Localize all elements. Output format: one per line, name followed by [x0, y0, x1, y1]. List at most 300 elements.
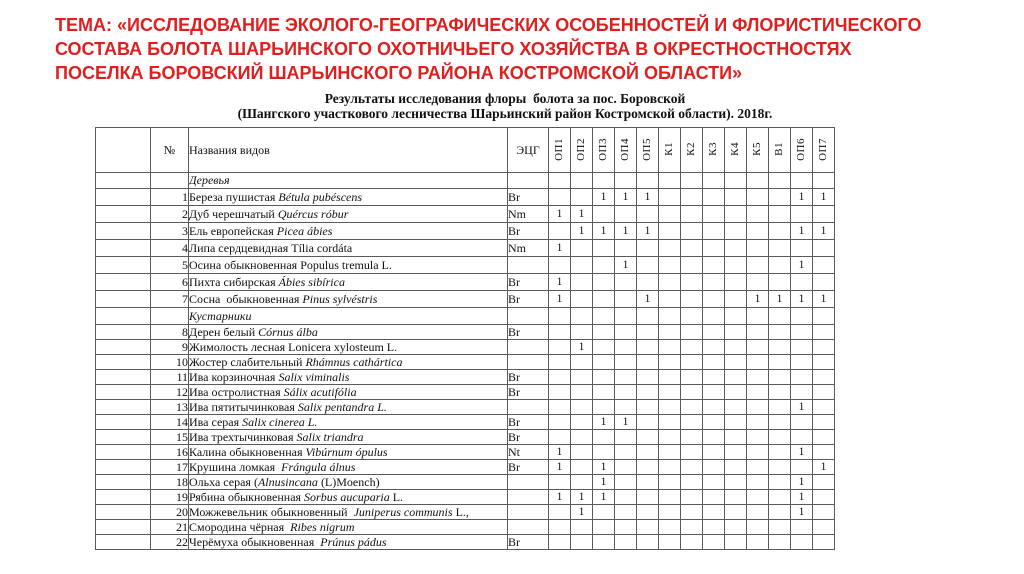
mark-cell-К2: [681, 385, 703, 400]
mark-cell-К5: [747, 445, 769, 460]
mark-cell-ОП5: [637, 535, 659, 550]
mark-cell-ОП7: 1: [813, 223, 835, 240]
row-number-cell: 8: [151, 325, 189, 340]
mark-cell-К5: [747, 340, 769, 355]
mark-cell-К3: [703, 490, 725, 505]
mark-cell-К4: [725, 490, 747, 505]
ecg-cell: Nm: [508, 206, 549, 223]
mark-cell-ОП7: [813, 445, 835, 460]
mark-cell-ОП4: [615, 274, 637, 291]
species-name-cell: [189, 340, 508, 355]
mark-cell-ОП2: [571, 385, 593, 400]
species-latin-name: Salix cinerea L.: [242, 414, 318, 429]
mark-cell-К1: [659, 415, 681, 430]
mark-cell-ОП6: [791, 340, 813, 355]
row-number-cell: 19: [151, 490, 189, 505]
mark-cell-К2: [681, 475, 703, 490]
species-russian-name: Ива серая: [189, 414, 243, 429]
table-header-row: [96, 128, 835, 173]
mark-cell-К4: [725, 223, 747, 240]
mark-cell-К2: [681, 340, 703, 355]
mark-cell-ОП6: [791, 240, 813, 257]
mark-cell-К5: [747, 460, 769, 475]
title-line-2: СОСТАВА БОЛОТА ШАРЬИНСКОГО ОХОТНИЧЬЕГО ХОЗЯЙСТВА В ОКРЕСТНОСТНОСТЯХ: [55, 39, 852, 59]
mark-cell-ОП5: [637, 475, 659, 490]
mark-cell-К5: [747, 325, 769, 340]
mark-cell-ОП6: [791, 535, 813, 550]
mark-cell-В1: [769, 445, 791, 460]
left-gutter-cell: [96, 490, 151, 505]
row-number-cell: 14: [151, 415, 189, 430]
mark-cell-ОП4: 1: [615, 223, 637, 240]
rotated-label: К5: [751, 142, 763, 156]
rotated-label: ОП2: [575, 137, 587, 161]
mark-cell-К3: [703, 535, 725, 550]
mark-cell-ОП4: [615, 340, 637, 355]
mark-cell-К1: [659, 240, 681, 257]
row-number-cell: 1: [151, 189, 189, 206]
mark-cell-К3: [703, 189, 725, 206]
mark-cell-В1: [769, 206, 791, 223]
mark-cell-К3: [703, 475, 725, 490]
species-latin-name: Frángula álnus: [281, 459, 356, 474]
mark-cell-ОП2: [571, 520, 593, 535]
mark-cell-В1: [769, 325, 791, 340]
mark-cell-ОП6: 1: [791, 475, 813, 490]
mark-cell-К4: [725, 505, 747, 520]
rotated-label: ОП1: [553, 137, 565, 161]
ecg-cell: [508, 505, 549, 520]
mark-cell-К2: [681, 240, 703, 257]
species-row: [96, 520, 835, 535]
left-gutter-cell: [96, 206, 151, 223]
mark-cell-К4: [725, 475, 747, 490]
species-russian-name: Крушина ломкая: [189, 459, 282, 474]
species-russian-name: Ива трехтычинковая: [189, 429, 297, 444]
left-gutter-cell: [96, 445, 151, 460]
mark-cell-К2: [681, 520, 703, 535]
mark-cell-К4: [725, 400, 747, 415]
mark-cell-ОП6: [791, 308, 813, 325]
mark-cell-ОП5: 1: [637, 291, 659, 308]
mark-cell-ОП7: 1: [813, 189, 835, 206]
ecg-cell: [508, 475, 549, 490]
mark-cell-ОП5: [637, 415, 659, 430]
mark-cell-В1: [769, 274, 791, 291]
mark-cell-К4: [725, 520, 747, 535]
mark-cell-В1: [769, 355, 791, 370]
mark-cell-К5: [747, 490, 769, 505]
section-label-cell: Деревья: [189, 173, 508, 189]
mark-cell-В1: [769, 415, 791, 430]
mark-cell-ОП4: [615, 370, 637, 385]
mark-cell-В1: [769, 520, 791, 535]
mark-cell-К2: [681, 460, 703, 475]
col-header-К4: [725, 128, 747, 173]
mark-cell-ОП7: [813, 490, 835, 505]
mark-cell-ОП7: [813, 520, 835, 535]
col-header-species: Названия видов: [189, 128, 508, 173]
mark-cell-ОП1: [549, 535, 571, 550]
rotated-label: ОП3: [597, 137, 609, 161]
mark-cell-ОП2: [571, 370, 593, 385]
mark-cell-ОП3: [593, 173, 615, 189]
mark-cell-К1: [659, 189, 681, 206]
col-header-ОП4: [615, 128, 637, 173]
species-name-cell: [189, 370, 508, 385]
species-latin-name: Alnusincana: [257, 474, 318, 489]
species-russian-name: Осина обыкновенная Populus tremula L.: [189, 257, 392, 272]
mark-cell-ОП6: [791, 274, 813, 291]
mark-cell-К1: [659, 445, 681, 460]
section-label-cell: Кустарники: [189, 308, 508, 325]
left-gutter-cell: [96, 128, 151, 173]
row-number-cell: 21: [151, 520, 189, 535]
mark-cell-К5: [747, 189, 769, 206]
mark-cell-В1: [769, 370, 791, 385]
mark-cell-ОП7: [813, 325, 835, 340]
mark-cell-ОП2: 1: [571, 206, 593, 223]
mark-cell-ОП4: [615, 385, 637, 400]
mark-cell-К2: [681, 173, 703, 189]
species-russian-name: Сосна обыкновенная: [189, 291, 303, 306]
table-caption-line-2: (Шангского участкового лесничества Шарьинский район Костромской области). 2018г.: [237, 106, 773, 121]
species-row: [96, 475, 835, 490]
mark-cell-ОП2: [571, 460, 593, 475]
mark-cell-К3: [703, 505, 725, 520]
mark-cell-ОП1: 1: [549, 291, 571, 308]
mark-cell-К4: [725, 274, 747, 291]
species-name-cell: [189, 460, 508, 475]
mark-cell-ОП2: 1: [571, 490, 593, 505]
species-name-cell: [189, 430, 508, 445]
species-name-cell: [189, 400, 508, 415]
species-russian-name: Дерен белый: [189, 324, 259, 339]
rotated-label: К1: [663, 142, 675, 156]
species-latin-name: Vibúrnum ópulus: [305, 444, 388, 459]
mark-cell-ОП6: [791, 430, 813, 445]
mark-cell-В1: [769, 308, 791, 325]
mark-cell-ОП7: [813, 274, 835, 291]
row-number-cell: 20: [151, 505, 189, 520]
mark-cell-ОП1: [549, 173, 571, 189]
left-gutter-cell: [96, 223, 151, 240]
ecg-cell: Br: [508, 535, 549, 550]
species-row: [96, 535, 835, 550]
mark-cell-ОП1: [549, 520, 571, 535]
mark-cell-К4: [725, 340, 747, 355]
left-gutter-cell: [96, 240, 151, 257]
ecg-cell: Br: [508, 430, 549, 445]
mark-cell-ОП6: [791, 370, 813, 385]
left-gutter-cell: [96, 520, 151, 535]
species-russian-name: Ива остролистная: [189, 384, 284, 399]
mark-cell-К3: [703, 520, 725, 535]
mark-cell-ОП2: [571, 475, 593, 490]
mark-cell-К4: [725, 325, 747, 340]
mark-cell-ОП7: [813, 355, 835, 370]
row-number-cell: 12: [151, 385, 189, 400]
mark-cell-К4: [725, 173, 747, 189]
ecg-cell: Br: [508, 370, 549, 385]
mark-cell-ОП5: [637, 325, 659, 340]
mark-cell-ОП5: [637, 240, 659, 257]
species-latin-name: Sorbus aucuparia: [304, 489, 390, 504]
mark-cell-В1: [769, 223, 791, 240]
mark-cell-ОП1: [549, 189, 571, 206]
mark-cell-ОП4: [615, 535, 637, 550]
row-number-cell: 4: [151, 240, 189, 257]
species-latin-name: Prúnus pádus: [320, 534, 387, 549]
species-latin-name: Ribes nigrum: [290, 519, 355, 534]
row-number-cell: 11: [151, 370, 189, 385]
mark-cell-К2: [681, 505, 703, 520]
mark-cell-К1: [659, 206, 681, 223]
mark-cell-ОП4: [615, 430, 637, 445]
mark-cell-К5: [747, 520, 769, 535]
mark-cell-ОП2: [571, 291, 593, 308]
row-number-cell: 13: [151, 400, 189, 415]
row-number-cell: 2: [151, 206, 189, 223]
mark-cell-ОП4: [615, 206, 637, 223]
mark-cell-К5: [747, 355, 769, 370]
left-gutter-cell: [96, 291, 151, 308]
mark-cell-К5: [747, 475, 769, 490]
species-row: [96, 445, 835, 460]
mark-cell-К3: [703, 445, 725, 460]
mark-cell-ОП6: [791, 385, 813, 400]
species-row: [96, 340, 835, 355]
species-name-cell: [189, 325, 508, 340]
ecg-cell: Br: [508, 325, 549, 340]
ecg-cell: [508, 308, 549, 325]
mark-cell-К5: [747, 535, 769, 550]
mark-cell-ОП7: [813, 206, 835, 223]
col-header-ecg: ЭЦГ: [508, 128, 549, 173]
mark-cell-ОП3: [593, 257, 615, 274]
mark-cell-ОП2: [571, 274, 593, 291]
ecg-cell: Nm: [508, 240, 549, 257]
mark-cell-ОП5: [637, 206, 659, 223]
mark-cell-ОП2: [571, 325, 593, 340]
mark-cell-ОП5: [637, 400, 659, 415]
species-name-cell: [189, 520, 508, 535]
mark-cell-ОП5: [637, 257, 659, 274]
left-gutter-cell: [96, 430, 151, 445]
species-row: [96, 274, 835, 291]
mark-cell-К3: [703, 355, 725, 370]
mark-cell-ОП1: [549, 430, 571, 445]
mark-cell-ОП1: [549, 370, 571, 385]
mark-cell-В1: [769, 505, 791, 520]
mark-cell-К3: [703, 291, 725, 308]
rotated-label: В1: [773, 142, 785, 156]
ecg-cell: Br: [508, 385, 549, 400]
section-row: [96, 308, 835, 325]
species-row: [96, 505, 835, 520]
mark-cell-В1: [769, 385, 791, 400]
mark-cell-ОП1: [549, 340, 571, 355]
mark-cell-К3: [703, 308, 725, 325]
mark-cell-ОП3: [593, 340, 615, 355]
mark-cell-К4: [725, 355, 747, 370]
species-latin-name: Juniperus communis: [353, 504, 453, 519]
mark-cell-К5: [747, 430, 769, 445]
title-line-3: ПОСЕЛКА БОРОВСКИЙ ШАРЬИНСКОГО РАЙОНА КОСТРОМСКОЙ ОБЛАСТИ»: [55, 63, 743, 83]
mark-cell-К2: [681, 430, 703, 445]
ecg-cell: Br: [508, 291, 549, 308]
mark-cell-К4: [725, 291, 747, 308]
mark-cell-К4: [725, 445, 747, 460]
mark-cell-ОП5: [637, 308, 659, 325]
row-number-cell: [151, 308, 189, 325]
mark-cell-К2: [681, 445, 703, 460]
mark-cell-К1: [659, 340, 681, 355]
left-gutter-cell: [96, 340, 151, 355]
species-russian-name: Черёмуха обыкновенная: [189, 534, 321, 549]
mark-cell-В1: [769, 257, 791, 274]
mark-cell-К3: [703, 173, 725, 189]
rotated-label: ОП4: [619, 137, 631, 161]
species-latin-name: Sálix acutifólia: [283, 384, 357, 399]
left-gutter-cell: [96, 308, 151, 325]
species-row: [96, 490, 835, 505]
rotated-label: ОП7: [817, 137, 829, 161]
ecg-cell: Br: [508, 274, 549, 291]
mark-cell-В1: [769, 490, 791, 505]
mark-cell-К3: [703, 370, 725, 385]
mark-cell-ОП4: [615, 325, 637, 340]
mark-cell-ОП4: [615, 475, 637, 490]
mark-cell-ОП5: [637, 445, 659, 460]
mark-cell-К4: [725, 460, 747, 475]
rotated-label: ОП6: [795, 137, 807, 161]
mark-cell-К5: [747, 257, 769, 274]
species-row: [96, 370, 835, 385]
mark-cell-К3: [703, 325, 725, 340]
species-name-cell: [189, 415, 508, 430]
mark-cell-К2: [681, 308, 703, 325]
mark-cell-К1: [659, 520, 681, 535]
rotated-label: К3: [707, 142, 719, 156]
col-header-К5: [747, 128, 769, 173]
row-number-cell: 9: [151, 340, 189, 355]
mark-cell-ОП1: [549, 385, 571, 400]
row-number-cell: 17: [151, 460, 189, 475]
mark-cell-ОП2: [571, 308, 593, 325]
species-russian-name: Жостер слабительный: [189, 354, 306, 369]
mark-cell-ОП4: [615, 490, 637, 505]
row-number-cell: 10: [151, 355, 189, 370]
row-number-cell: 3: [151, 223, 189, 240]
table-caption: [0, 91, 1010, 121]
species-row: [96, 257, 835, 274]
left-gutter-cell: [96, 505, 151, 520]
col-header-number: №: [151, 128, 189, 173]
mark-cell-ОП6: [791, 206, 813, 223]
rotated-label: ОП5: [641, 137, 653, 161]
mark-cell-К4: [725, 240, 747, 257]
mark-cell-ОП3: 1: [593, 460, 615, 475]
left-gutter-cell: [96, 415, 151, 430]
species-name-cell: [189, 291, 508, 308]
species-row: [96, 355, 835, 370]
mark-cell-ОП2: [571, 240, 593, 257]
mark-cell-К1: [659, 173, 681, 189]
species-name-cell: [189, 206, 508, 223]
mark-cell-В1: [769, 475, 791, 490]
mark-cell-К3: [703, 340, 725, 355]
col-header-ОП3: [593, 128, 615, 173]
col-header-ОП7: [813, 128, 835, 173]
row-number-cell: 7: [151, 291, 189, 308]
species-latin-name: Salix pentandra L.: [297, 399, 387, 414]
mark-cell-К4: [725, 430, 747, 445]
mark-cell-ОП5: 1: [637, 223, 659, 240]
mark-cell-К2: [681, 370, 703, 385]
mark-cell-ОП2: [571, 400, 593, 415]
mark-cell-ОП3: [593, 445, 615, 460]
mark-cell-ОП3: [593, 400, 615, 415]
mark-cell-ОП7: [813, 308, 835, 325]
mark-cell-К2: [681, 257, 703, 274]
mark-cell-ОП3: [593, 370, 615, 385]
mark-cell-ОП3: [593, 505, 615, 520]
species-name-cell: [189, 475, 508, 490]
mark-cell-К4: [725, 535, 747, 550]
mark-cell-ОП3: [593, 206, 615, 223]
left-gutter-cell: [96, 173, 151, 189]
mark-cell-К1: [659, 370, 681, 385]
mark-cell-ОП1: [549, 415, 571, 430]
species-russian-name: Ива пятитычинковая: [189, 399, 298, 414]
mark-cell-ОП5: [637, 460, 659, 475]
mark-cell-ОП7: [813, 340, 835, 355]
mark-cell-ОП7: [813, 475, 835, 490]
species-latin-name: Salix viminalis: [278, 369, 350, 384]
species-russian-name: L.,: [452, 504, 469, 519]
mark-cell-ОП7: [813, 400, 835, 415]
mark-cell-ОП3: 1: [593, 415, 615, 430]
mark-cell-ОП5: [637, 490, 659, 505]
mark-cell-ОП7: [813, 257, 835, 274]
mark-cell-В1: [769, 535, 791, 550]
left-gutter-cell: [96, 355, 151, 370]
mark-cell-ОП6: 1: [791, 445, 813, 460]
mark-cell-К1: [659, 291, 681, 308]
mark-cell-К3: [703, 430, 725, 445]
species-name-cell: [189, 385, 508, 400]
ecg-cell: Br: [508, 189, 549, 206]
mark-cell-К1: [659, 490, 681, 505]
mark-cell-ОП6: [791, 415, 813, 430]
mark-cell-ОП1: 1: [549, 240, 571, 257]
mark-cell-ОП2: [571, 535, 593, 550]
mark-cell-К3: [703, 206, 725, 223]
species-russian-name: Ива корзиночная: [189, 369, 279, 384]
species-russian-name: Дуб черешчатый: [189, 206, 278, 221]
mark-cell-ОП7: [813, 240, 835, 257]
mark-cell-ОП1: [549, 355, 571, 370]
species-latin-name: Quércus róbur: [277, 206, 349, 221]
mark-cell-ОП2: [571, 430, 593, 445]
mark-cell-ОП3: [593, 308, 615, 325]
species-name-cell: [189, 445, 508, 460]
mark-cell-ОП2: [571, 445, 593, 460]
mark-cell-К3: [703, 257, 725, 274]
species-row: [96, 430, 835, 445]
mark-cell-ОП3: [593, 240, 615, 257]
